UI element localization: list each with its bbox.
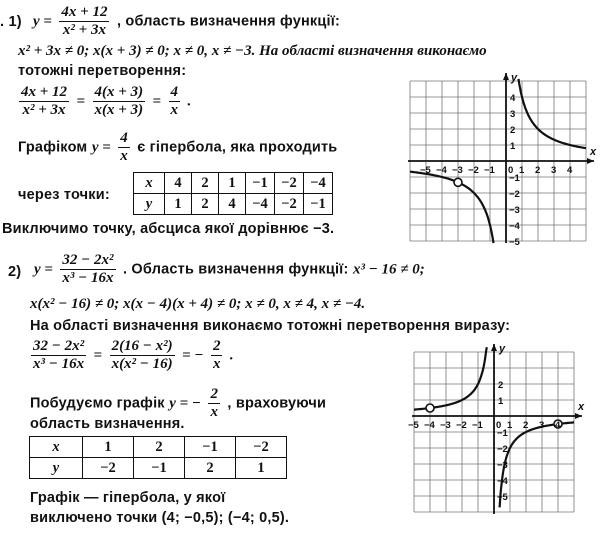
- part1-func-lhs: y =: [33, 13, 52, 30]
- x-tick-label: −4: [436, 165, 447, 176]
- part1-equation: [16, 84, 191, 119]
- table-cell: −4: [304, 173, 333, 194]
- x-tick-label: 4: [555, 420, 561, 431]
- y-tick-label: 3: [510, 109, 516, 120]
- y-tick-label: −2: [497, 444, 508, 455]
- part1-func-fraction: [59, 4, 109, 39]
- y-axis-label: y: [499, 343, 506, 355]
- table-cell: −2: [83, 458, 134, 479]
- part2-build-num: 2: [210, 386, 218, 402]
- x-tick-label: 4: [567, 165, 573, 176]
- part1-graph-frac: [118, 130, 130, 165]
- table-cell: 4: [219, 194, 246, 215]
- y-tick-label: −5: [497, 492, 508, 503]
- table-row: [30, 437, 287, 458]
- part2-eq-frac3: [211, 338, 223, 373]
- y-tick-label: −2: [509, 189, 520, 200]
- y-tick-label: 1: [510, 141, 516, 152]
- part2-equation: [28, 338, 234, 373]
- part1-eq-frac2: [93, 84, 146, 119]
- x-axis-label: x: [590, 146, 597, 158]
- x-tick-label: −3: [452, 165, 463, 176]
- part1-eq-sign2: =: [152, 93, 162, 110]
- table-cell: 2: [185, 458, 236, 479]
- graph1-axes: [408, 73, 594, 243]
- x-tick-label: −4: [424, 420, 435, 431]
- part1-exclude: Виключимо точку, абсциса якої дорівнює −3.: [2, 221, 335, 237]
- table-cell: −2: [275, 173, 304, 194]
- table-row: [134, 194, 333, 215]
- part1-line2: x² + 3x ≠ 0; x(x + 3) ≠ 0; x ≠ 0, x ≠ −3. На області визначення виконаємо: [18, 43, 487, 59]
- y-tick-label: 1: [498, 396, 504, 407]
- table-cell: 1: [219, 173, 246, 194]
- part2-build-den: x: [210, 404, 218, 420]
- part1-eq-end: .: [187, 93, 192, 110]
- x-tick-label: 2: [523, 420, 529, 431]
- part1-graph-num: 4: [120, 130, 128, 146]
- part1-graph-pre: Графіком: [18, 139, 88, 156]
- table-cell: −1: [304, 194, 333, 215]
- y-tick-label: −3: [509, 205, 520, 216]
- part1-func-den: x² + 3x: [62, 22, 106, 38]
- y-tick-label: −4: [497, 476, 508, 487]
- graph1-labels: [420, 72, 597, 248]
- part1-func-num: 4x + 12: [61, 4, 108, 20]
- graph2: [406, 334, 594, 524]
- table-cell: −2: [236, 437, 287, 458]
- part2-eq-frac1-num: 32 − 2x²: [33, 338, 85, 354]
- x-tick-label: −3: [440, 420, 451, 431]
- table-cell: 2: [134, 437, 185, 458]
- y-axis-arrow-icon: [491, 344, 497, 351]
- part1-graph-sentence: [18, 130, 337, 165]
- x-tick-label: −1: [472, 420, 483, 431]
- table-cell: 2: [192, 173, 219, 194]
- part2-line2: x(x² − 16) ≠ 0; x(x − 4)(x + 4) ≠ 0; x ≠ 0, x ≠ 4, x ≠ −4.: [30, 296, 366, 312]
- x-tick-label: 0: [508, 165, 514, 176]
- x-tick-label: −5: [420, 165, 431, 176]
- table-row: [134, 173, 333, 194]
- part2-build-y: y = −: [169, 395, 202, 412]
- x-tick-label: 3: [539, 420, 545, 431]
- table-cell: 1: [165, 194, 192, 215]
- x-axis-arrow-icon: [587, 158, 594, 164]
- x-tick-label: −1: [484, 165, 495, 176]
- y-axis-label: y: [511, 72, 518, 84]
- x-tick-label: 2: [535, 165, 541, 176]
- part2-func-num: 32 − 2x²: [62, 252, 114, 268]
- x-tick-label: 3: [551, 165, 557, 176]
- table-header-x: x: [134, 173, 165, 194]
- part2-eq-frac2-den: x(x² − 16): [111, 356, 173, 372]
- part1-function: [33, 4, 340, 39]
- part2-eq-end: .: [229, 347, 234, 364]
- part1-eq-frac2-num: 4(x + 3): [94, 84, 144, 100]
- hyperbola-branch: [519, 79, 587, 148]
- y-tick-label: −3: [497, 460, 508, 471]
- part1-through-label: через точки:: [18, 187, 110, 203]
- x-tick-label: −2: [456, 420, 467, 431]
- part1-eq-sign1: =: [76, 93, 86, 110]
- table-row: [30, 458, 287, 479]
- part1-graph-y: y =: [91, 139, 111, 156]
- part1-value-table: [133, 172, 333, 215]
- part2-func-den: x³ − 16x: [62, 270, 114, 286]
- table-cell: −1: [246, 173, 275, 194]
- part2-eq-frac2: [110, 338, 175, 373]
- part2-domain-text: . Область визначення функції:: [122, 261, 349, 278]
- hyperbola-branch: [500, 422, 574, 507]
- part1-graph-post: є гіпербола, яка проходить: [137, 139, 338, 156]
- part2-build-pre: Побудуємо графік: [30, 395, 165, 412]
- part2-build-line2: область визначення.: [30, 416, 185, 432]
- part1-eq-frac1-num: 4x + 12: [21, 84, 68, 100]
- y-tick-label: 2: [498, 380, 504, 391]
- part2-function: [34, 252, 425, 287]
- part1-eq-frac3: [169, 84, 181, 119]
- table-cell: 4: [165, 173, 192, 194]
- part1-eq-frac1-den: x² + 3x: [22, 102, 66, 118]
- y-tick-label: 4: [510, 93, 516, 104]
- table-cell: −2: [275, 194, 304, 215]
- part2-label: 2): [8, 264, 22, 280]
- part1-eq-frac2-den: x(x + 3): [94, 102, 144, 118]
- part2-conclusion-2: виключено точки (4; −0,5); (−4; 0,5).: [30, 510, 290, 526]
- table-cell: −1: [185, 437, 236, 458]
- table-cell: −4: [246, 194, 275, 215]
- y-tick-label: 2: [510, 125, 516, 136]
- part2-build-frac: [208, 386, 220, 421]
- part1-graph-den: x: [120, 148, 128, 164]
- table-cell: 1: [83, 437, 134, 458]
- part1-eq-frac3-num: 4: [170, 84, 179, 100]
- excluded-point: [426, 404, 434, 412]
- excluded-point: [454, 178, 462, 186]
- part2-eq-frac3-num: 2: [212, 338, 221, 354]
- y-tick-label: −5: [509, 237, 520, 248]
- part1-domain-text: , область визначення функції:: [116, 13, 341, 30]
- x-axis-arrow-icon: [575, 413, 582, 419]
- part2-conclusion-1: Графік — гіпербола, у якої: [30, 490, 226, 506]
- part2-domain-cond: x³ − 16 ≠ 0;: [352, 261, 425, 278]
- x-tick-label: −5: [408, 420, 419, 431]
- graph2-labels: [408, 343, 585, 503]
- part2-func-fraction: [60, 252, 115, 287]
- part1-line3: тотожні перетворення:: [18, 63, 187, 79]
- table-cell: 2: [192, 194, 219, 215]
- part2-line3: На області визначення виконаємо тотожні перетворення виразу:: [30, 318, 511, 334]
- table-cell: 1: [236, 458, 287, 479]
- part2-eq-sign1: =: [93, 347, 103, 364]
- part1-label: . 1): [0, 14, 22, 30]
- part2-build-post: , враховуючи: [227, 395, 327, 412]
- table-cell: −1: [134, 458, 185, 479]
- y-tick-label: −4: [509, 221, 520, 232]
- part2-eq-frac2-num: 2(16 − x²): [111, 338, 173, 354]
- table-header-y: y: [134, 194, 165, 215]
- graph1: [410, 64, 597, 248]
- y-tick-label: −1: [497, 428, 508, 439]
- y-axis-arrow-icon: [503, 73, 509, 80]
- y-tick-label: −1: [509, 173, 520, 184]
- x-axis-label: x: [578, 401, 585, 413]
- part2-value-table: [29, 436, 287, 479]
- table-header-x: x: [30, 437, 83, 458]
- part2-func-lhs: y =: [34, 261, 53, 278]
- part2-eq-sign2: = −: [182, 347, 204, 364]
- x-tick-label: 1: [507, 420, 513, 431]
- part2-eq-frac3-den: x: [212, 356, 221, 372]
- part1-eq-frac1: [19, 84, 69, 119]
- part2-eq-frac1: [31, 338, 86, 373]
- part1-eq-frac3-den: x: [170, 102, 179, 118]
- x-tick-label: 0: [496, 420, 502, 431]
- x-tick-label: 1: [519, 165, 525, 176]
- hyperbola-branch: [410, 172, 494, 243]
- table-header-y: y: [30, 458, 83, 479]
- x-tick-label: −2: [468, 165, 479, 176]
- part2-eq-frac1-den: x³ − 16x: [33, 356, 85, 372]
